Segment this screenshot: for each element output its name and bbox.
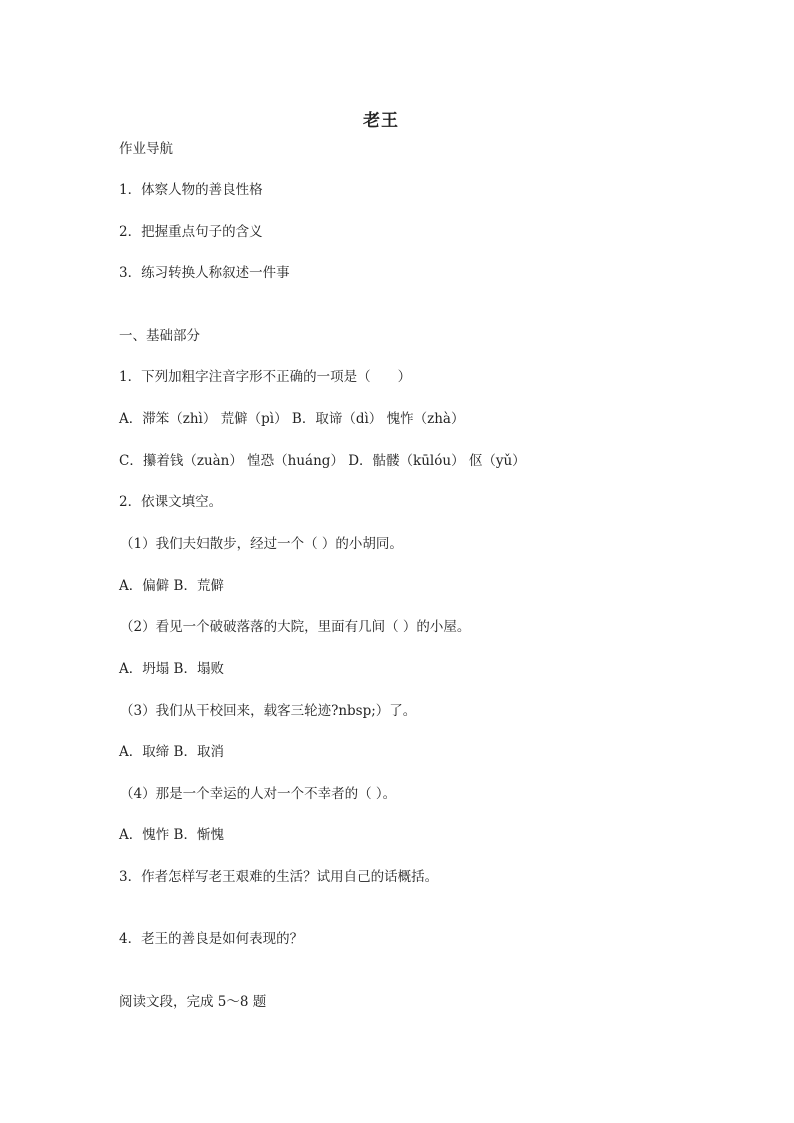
- question-2-item-options: A．愧怍 B．惭愧: [119, 827, 224, 843]
- question-2-item: （3）我们从干校回来，载客三轮迹?nbsp;）了。: [120, 703, 417, 719]
- question-2-item: （1）我们夫妇散步，经过一个（ ）的小胡同。: [120, 536, 403, 552]
- question-3: 3．作者怎样写老王艰难的生活？试用自己的话概括。: [119, 869, 439, 885]
- section-heading: 一、基础部分: [119, 328, 200, 344]
- question-2-item-options: A．偏僻 B．荒僻: [119, 578, 224, 594]
- question-1-stem: 1．下列加粗字注音字形不正确的一项是（ ）: [119, 369, 412, 385]
- question-2-item-options: A．取缔 B．取消: [119, 744, 224, 760]
- page-title: 老王: [363, 111, 399, 131]
- goal-item: 3．练习转换人称叙述一件事: [119, 265, 290, 281]
- question-1-options-ab: A．滞笨（zhì） 荒僻（pì） B．取谛（dì） 愧怍（zhà）: [119, 411, 465, 427]
- question-1-options-cd: C．攥着钱（zuàn） 惶恐（huáng） D．骷髅（kūlóu） 伛（yǔ）: [119, 453, 526, 469]
- question-4: 4．老王的善良是如何表现的？: [119, 931, 304, 947]
- goal-item: 2．把握重点句子的含义: [119, 224, 263, 240]
- goal-item: 1．体察人物的善良性格: [119, 182, 263, 198]
- reading-intro: 阅读文段，完成 5～8 题: [119, 994, 267, 1010]
- question-2-stem: 2．依课文填空。: [119, 494, 223, 510]
- question-2-item: （4）那是一个幸运的人对一个不幸者的（ ）。: [120, 786, 397, 802]
- question-2-item-options: A．坍塌 B．塌败: [119, 661, 224, 677]
- question-2-item: （2）看见一个破破落落的大院，里面有几间（ ）的小屋。: [120, 619, 471, 635]
- nav-heading: 作业导航: [119, 141, 173, 157]
